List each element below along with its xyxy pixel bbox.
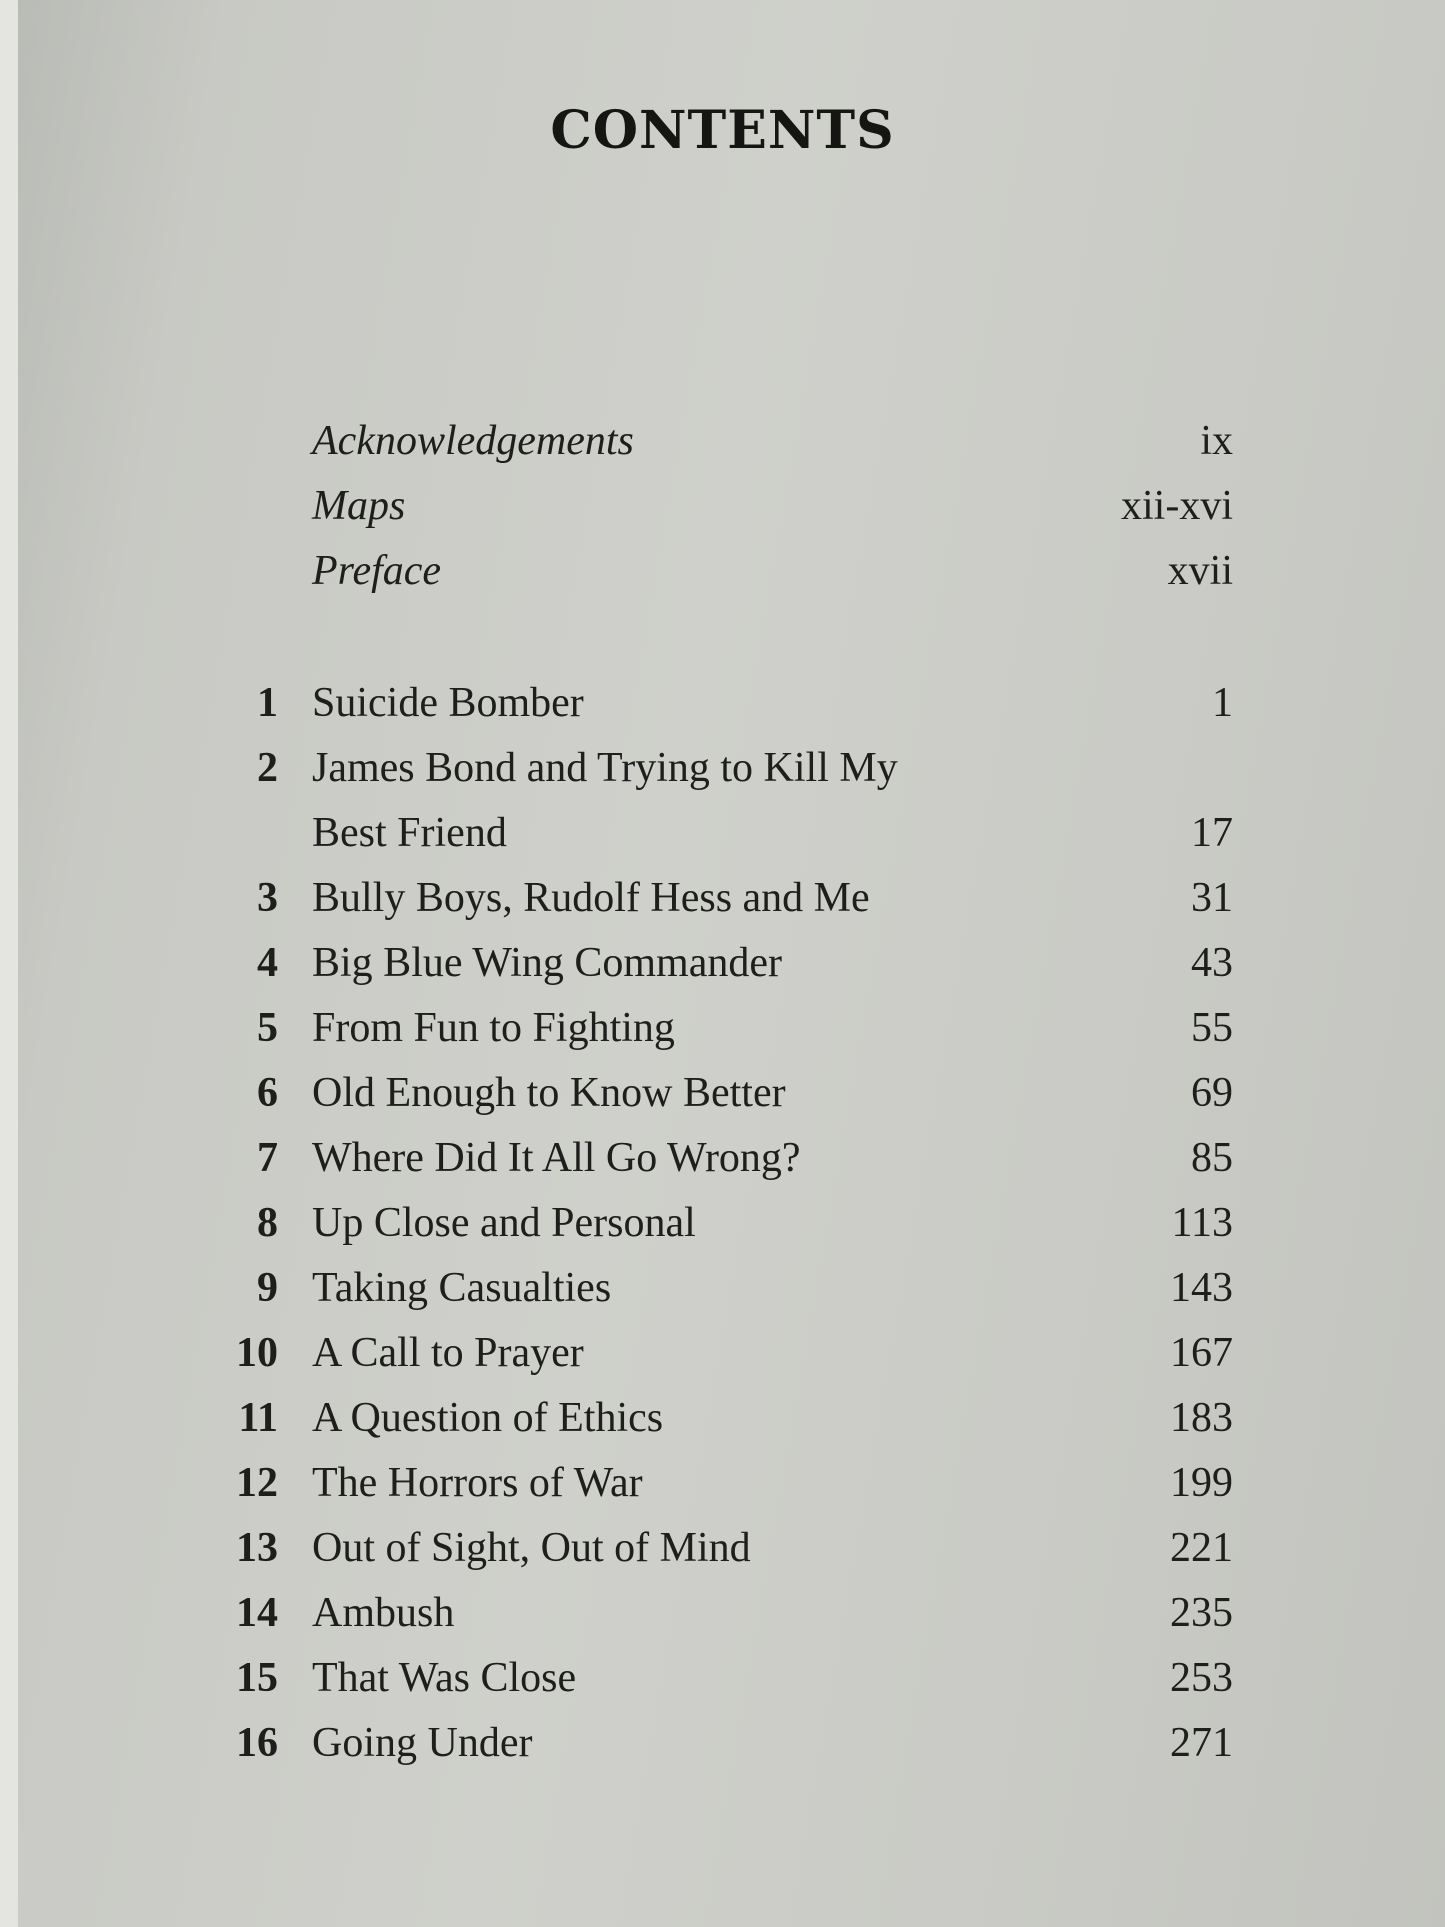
toc-row-chapter-8 xyxy=(0,1193,1445,1253)
toc-page-number: ix xyxy=(1200,418,1233,464)
toc-page-number: 221 xyxy=(1170,1525,1233,1571)
toc-entry-label: Maps xyxy=(312,483,406,529)
toc-row-chapter-7 xyxy=(0,1128,1445,1188)
chapter-title: Where Did It All Go Wrong? xyxy=(312,1135,801,1181)
chapter-title: Suicide Bomber xyxy=(312,680,584,726)
chapter-title: James Bond and Trying to Kill My xyxy=(312,745,898,791)
toc-entry-label: Acknowledgements xyxy=(312,418,634,464)
chapter-number: 1 xyxy=(257,680,278,726)
toc-row-chapter-13 xyxy=(0,1518,1445,1578)
chapter-title: Ambush xyxy=(312,1590,455,1636)
page-title: CONTENTS xyxy=(550,100,895,161)
chapter-title: Bully Boys, Rudolf Hess and Me xyxy=(312,875,870,921)
chapter-number: 7 xyxy=(257,1135,278,1181)
toc-row-chapter-14 xyxy=(0,1583,1445,1643)
toc-page-number: xvii xyxy=(1167,548,1233,594)
chapter-number: 16 xyxy=(236,1720,278,1766)
toc-row-chapter-11 xyxy=(0,1388,1445,1448)
toc-page-number: 235 xyxy=(1170,1590,1233,1636)
toc-row-chapter-12 xyxy=(0,1453,1445,1513)
toc-row-chapter-1 xyxy=(0,673,1445,733)
chapter-title-continued: Best Friend xyxy=(312,810,507,856)
chapter-number: 12 xyxy=(236,1460,278,1506)
toc-row-chapter-2-continued xyxy=(0,803,1445,863)
chapter-title: The Horrors of War xyxy=(312,1460,643,1506)
chapter-number: 5 xyxy=(257,1005,278,1051)
toc-page-number: 31 xyxy=(1191,875,1233,921)
toc-row-chapter-15 xyxy=(0,1648,1445,1708)
toc-row-chapter-16 xyxy=(0,1713,1445,1773)
chapter-title: A Call to Prayer xyxy=(312,1330,584,1376)
chapter-number: 14 xyxy=(236,1590,278,1636)
chapter-title: Going Under xyxy=(312,1720,533,1766)
toc-row-chapter-10 xyxy=(0,1323,1445,1383)
toc-page-number: 85 xyxy=(1191,1135,1233,1181)
chapter-number: 9 xyxy=(257,1265,278,1311)
toc-page-number: 253 xyxy=(1170,1655,1233,1701)
toc-page-number: 69 xyxy=(1191,1070,1233,1116)
chapter-title: Old Enough to Know Better xyxy=(312,1070,786,1116)
toc-row-preface xyxy=(0,541,1445,601)
chapter-title: That Was Close xyxy=(312,1655,577,1701)
toc-row-maps xyxy=(0,476,1445,536)
toc-page-number: 143 xyxy=(1170,1265,1233,1311)
chapter-number: 10 xyxy=(236,1330,278,1376)
toc-row-chapter-5 xyxy=(0,998,1445,1058)
chapter-number: 2 xyxy=(257,745,278,791)
toc-row-chapter-6 xyxy=(0,1063,1445,1123)
chapter-number: 13 xyxy=(236,1525,278,1571)
toc-row-acknowledgements xyxy=(0,411,1445,471)
chapter-number: 15 xyxy=(236,1655,278,1701)
toc-row-chapter-3 xyxy=(0,868,1445,928)
toc-row-chapter-9 xyxy=(0,1258,1445,1318)
chapter-number: 6 xyxy=(257,1070,278,1116)
toc-page-number: 271 xyxy=(1170,1720,1233,1766)
toc-page-number: 199 xyxy=(1170,1460,1233,1506)
toc-row-chapter-2 xyxy=(0,738,1445,798)
chapter-title: Taking Casualties xyxy=(312,1265,612,1311)
toc-page-number: 167 xyxy=(1170,1330,1233,1376)
chapter-number: 4 xyxy=(257,940,278,986)
chapter-number: 11 xyxy=(238,1395,278,1441)
chapter-number: 3 xyxy=(257,875,278,921)
toc-entry-label: Preface xyxy=(312,548,442,594)
chapter-number: 8 xyxy=(257,1200,278,1246)
chapter-title: Up Close and Personal xyxy=(312,1200,696,1246)
toc-row-chapter-4 xyxy=(0,933,1445,993)
chapter-title: Out of Sight, Out of Mind xyxy=(312,1525,751,1571)
toc-page-number: xii-xvi xyxy=(1121,483,1233,529)
chapter-title: From Fun to Fighting xyxy=(312,1005,675,1051)
chapter-title: Big Blue Wing Commander xyxy=(312,940,782,986)
toc-page-number: 17 xyxy=(1191,810,1233,856)
toc-page-number: 183 xyxy=(1170,1395,1233,1441)
toc-page-number: 1 xyxy=(1212,680,1233,726)
toc-page-number: 43 xyxy=(1191,940,1233,986)
toc-page-number: 113 xyxy=(1171,1200,1233,1246)
toc-page-number: 55 xyxy=(1191,1005,1233,1051)
chapter-title: A Question of Ethics xyxy=(312,1395,664,1441)
